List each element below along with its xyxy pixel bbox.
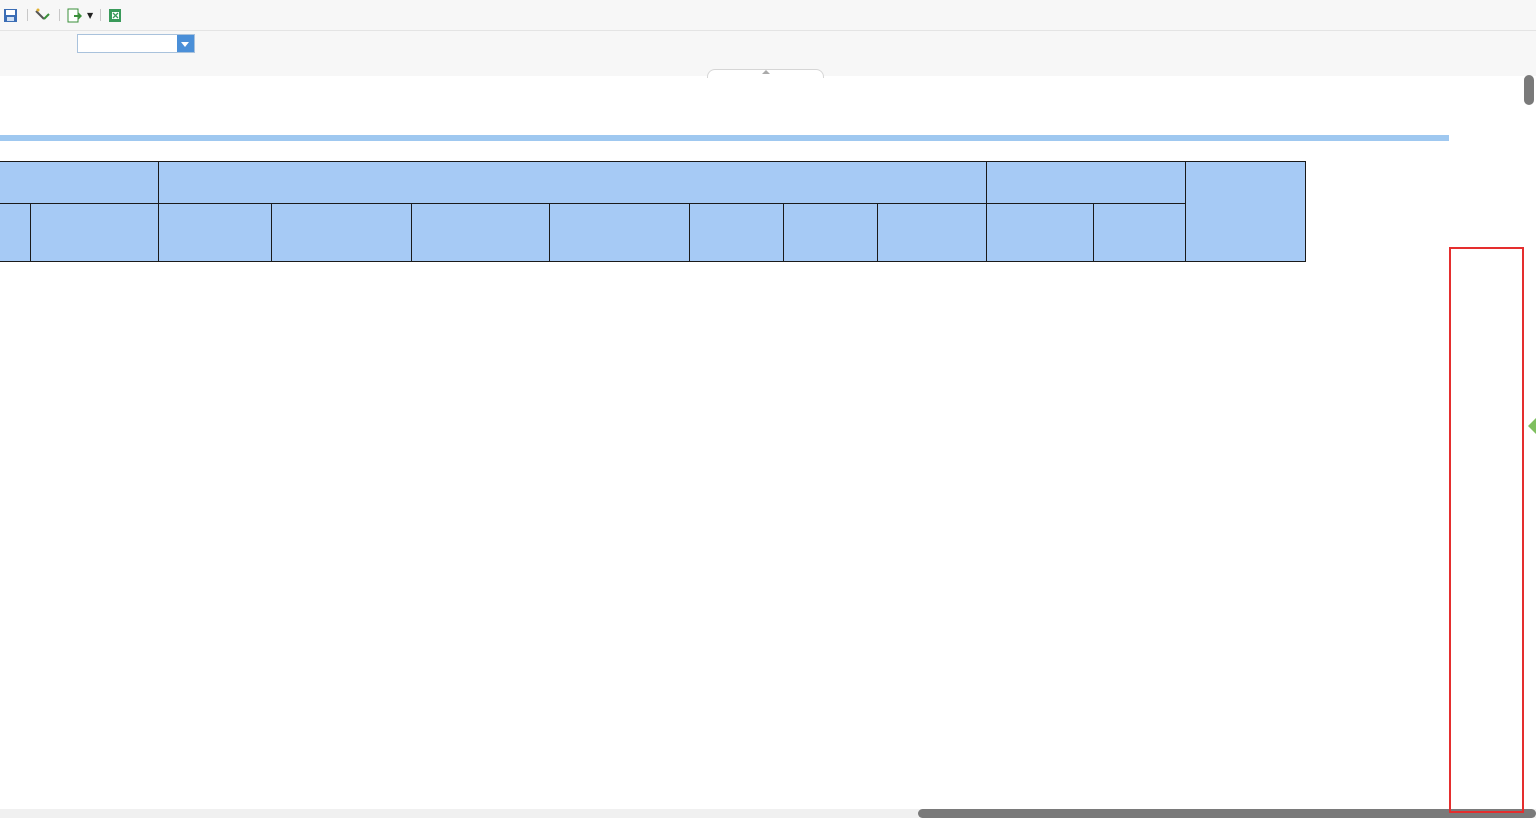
header-year-end-unrecovered	[159, 204, 272, 262]
branch-filter-select[interactable]	[77, 34, 195, 53]
toolbar-divider	[59, 9, 60, 21]
toolbar-divider	[100, 9, 101, 21]
header-net-receivable	[1094, 204, 1186, 262]
header-year-cum-added	[550, 204, 690, 262]
header-group-left	[0, 162, 159, 204]
toolbar-divider	[27, 9, 28, 21]
date-column-highlight	[1449, 247, 1524, 813]
header-month-unrecovered	[878, 204, 987, 262]
expand-arrow-icon[interactable]	[1528, 418, 1536, 434]
excel-import-icon	[108, 8, 123, 23]
horizontal-scrollbar[interactable]	[918, 809, 1536, 818]
header-group-amount	[159, 162, 987, 204]
header-year-cum-recovered	[412, 204, 550, 262]
header-estimated	[690, 204, 784, 262]
check-wand-icon	[35, 8, 50, 23]
import-button[interactable]	[105, 4, 128, 26]
validate-button[interactable]	[32, 4, 55, 26]
export-icon	[67, 8, 82, 23]
dropdown-caret-icon: ▼	[87, 10, 94, 20]
submit-button[interactable]	[0, 4, 23, 26]
header-baddebt-amount	[987, 204, 1094, 262]
receivables-table	[0, 161, 1450, 262]
header-group-baddebt	[987, 162, 1186, 204]
collapse-toggle[interactable]	[707, 69, 824, 78]
save-icon	[3, 8, 18, 23]
header-month-recovered	[272, 204, 412, 262]
vertical-scrollbar[interactable]	[1524, 75, 1534, 105]
header-due	[1186, 162, 1306, 262]
header-ops	[1306, 162, 1450, 262]
export-button[interactable]	[64, 4, 96, 26]
toolbar	[0, 0, 1536, 31]
header-month	[0, 204, 31, 262]
chevron-down-icon[interactable]	[177, 35, 194, 52]
section-divider	[0, 135, 1449, 141]
header-actual	[784, 204, 878, 262]
header-age	[31, 204, 159, 262]
